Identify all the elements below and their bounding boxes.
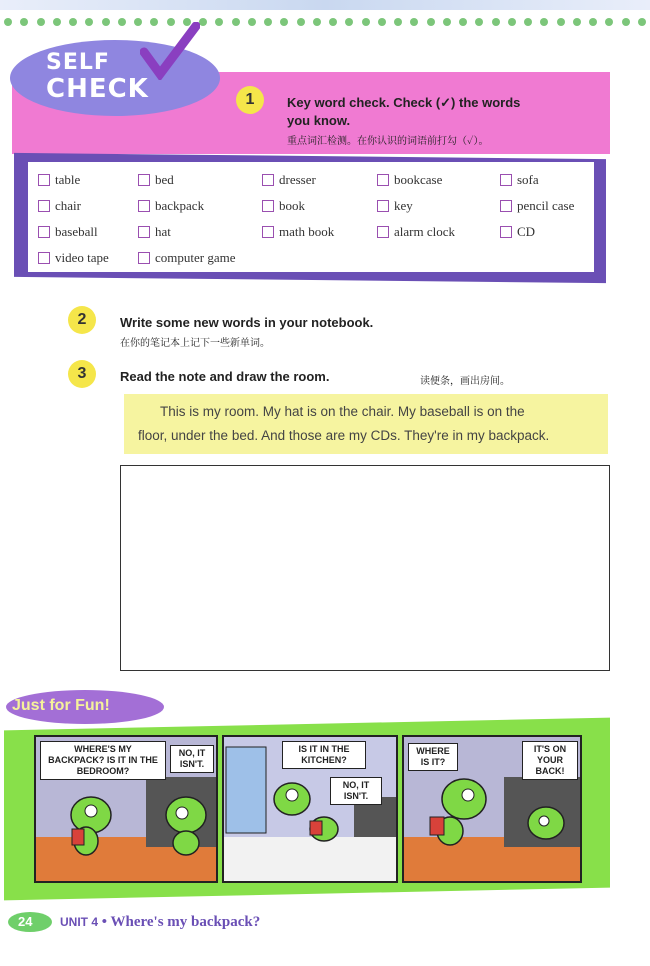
border-dot <box>232 18 240 26</box>
word-label: computer game <box>155 250 236 265</box>
border-dot <box>427 18 435 26</box>
border-dot <box>118 18 126 26</box>
border-dot <box>102 18 110 26</box>
border-dot <box>443 18 451 26</box>
word-item[interactable] <box>500 198 574 214</box>
speech-bubble: NO, IT ISN'T. <box>330 777 382 805</box>
self-check-title <box>46 52 149 102</box>
question-2-subtitle: 在你的笔记本上记下一些新单词。 <box>120 338 270 349</box>
word-label: video tape <box>55 250 109 265</box>
word-item[interactable] <box>262 224 334 240</box>
comic-panel-1 <box>34 735 218 883</box>
question-2-number: 2 <box>68 306 96 334</box>
question-3-subtitle: 读便条，画出房间。 <box>420 376 510 387</box>
border-dot <box>264 18 272 26</box>
dotted-border <box>0 18 650 32</box>
self-label: SELF <box>46 50 110 75</box>
border-dot <box>638 18 646 26</box>
border-dot <box>573 18 581 26</box>
checkbox[interactable] <box>377 200 389 212</box>
checkbox[interactable] <box>500 200 512 212</box>
checkmark-icon <box>140 22 200 80</box>
checkbox[interactable] <box>262 200 274 212</box>
word-item[interactable] <box>138 250 236 266</box>
border-dot <box>622 18 630 26</box>
border-dot <box>459 18 467 26</box>
border-dot <box>557 18 565 26</box>
note-line-2: floor, under the bed. And those are my CDs. They're in my backpack. <box>138 428 550 443</box>
question-3-number: 3 <box>68 360 96 388</box>
word-item[interactable] <box>38 172 80 188</box>
comic-panel-3 <box>402 735 582 883</box>
word-item[interactable] <box>38 250 109 266</box>
border-dot <box>215 18 223 26</box>
word-item[interactable] <box>377 172 442 188</box>
speech-bubble: NO, IT ISN'T. <box>170 745 214 773</box>
unit-title: • Where's my backpack? <box>101 914 261 930</box>
border-dot <box>508 18 516 26</box>
checkbox[interactable] <box>38 252 50 264</box>
border-dot <box>378 18 386 26</box>
word-label: hat <box>155 224 171 239</box>
word-item[interactable] <box>138 172 174 188</box>
word-item[interactable] <box>500 172 539 188</box>
checkbox[interactable] <box>38 174 50 186</box>
checkbox[interactable] <box>38 226 50 238</box>
note-line-1: This is my room. My hat is on the chair. My baseball is on the <box>160 404 525 419</box>
word-item[interactable] <box>38 224 98 240</box>
border-dot <box>297 18 305 26</box>
word-item[interactable] <box>262 172 316 188</box>
border-dot <box>589 18 597 26</box>
word-item[interactable] <box>138 198 204 214</box>
word-label: key <box>394 198 413 213</box>
question-1-subtitle: 重点词汇检测。在你认识的词语前打勾（✓）。 <box>287 136 489 147</box>
checkbox[interactable] <box>262 226 274 238</box>
border-dot <box>540 18 548 26</box>
unit-label: UNIT 4 <box>60 915 99 929</box>
checkbox[interactable] <box>500 174 512 186</box>
check-label: CHECK <box>46 74 149 104</box>
speech-bubble: WHERE IS IT? <box>408 743 458 771</box>
question-1-title-line1: Key word check. Check (✓) the words <box>287 95 521 110</box>
word-label: chair <box>55 198 81 213</box>
border-dot <box>4 18 12 26</box>
word-label: dresser <box>279 172 316 187</box>
word-item[interactable] <box>377 198 413 214</box>
word-label: bookcase <box>394 172 443 187</box>
border-dot <box>345 18 353 26</box>
question-1-title-line2: you know. <box>287 113 351 128</box>
word-item[interactable] <box>377 224 455 240</box>
border-dot <box>280 18 288 26</box>
comic-panel-2 <box>222 735 398 883</box>
page-number: 24 <box>18 914 33 929</box>
checkbox[interactable] <box>262 174 274 186</box>
border-dot <box>475 18 483 26</box>
speech-bubble: IS IT IN THE KITCHEN? <box>282 741 366 769</box>
word-label: sofa <box>517 172 539 187</box>
border-dot <box>362 18 370 26</box>
word-label: book <box>279 198 305 213</box>
border-dot <box>37 18 45 26</box>
border-dot <box>313 18 321 26</box>
border-dot <box>605 18 613 26</box>
speech-bubble: WHERE'S MY BACKPACK? IS IT IN THE BEDROOM? <box>40 741 166 780</box>
word-label: baseball <box>55 224 98 239</box>
border-dot <box>20 18 28 26</box>
word-item[interactable] <box>262 198 305 214</box>
word-label: alarm clock <box>394 224 455 239</box>
just-for-fun-title: Just for Fun! <box>12 697 110 714</box>
border-dot <box>492 18 500 26</box>
checkbox[interactable] <box>138 174 150 186</box>
border-dot <box>69 18 77 26</box>
checkbox[interactable] <box>138 252 150 264</box>
question-1-number: 1 <box>236 86 264 114</box>
word-label: CD <box>517 224 536 239</box>
word-item[interactable] <box>138 224 171 240</box>
checkbox[interactable] <box>500 226 512 238</box>
border-dot <box>329 18 337 26</box>
checkbox[interactable] <box>38 200 50 212</box>
speech-bubble: IT'S ON YOUR BACK! <box>522 741 578 780</box>
question-3-title: Read the note and draw the room. <box>120 369 330 384</box>
word-label: pencil case <box>517 198 575 213</box>
word-label: table <box>55 172 81 187</box>
drawing-area[interactable] <box>120 465 610 671</box>
word-label: backpack <box>155 198 205 213</box>
top-stripe <box>0 0 650 10</box>
unit-footer <box>60 914 260 931</box>
word-item[interactable] <box>38 198 81 214</box>
border-dot <box>85 18 93 26</box>
checkbox[interactable] <box>377 226 389 238</box>
border-dot <box>199 18 207 26</box>
checkbox[interactable] <box>377 174 389 186</box>
word-label: bed <box>155 172 174 187</box>
border-dot <box>410 18 418 26</box>
border-dot <box>53 18 61 26</box>
word-label: math book <box>279 224 335 239</box>
checkbox[interactable] <box>138 226 150 238</box>
border-dot <box>524 18 532 26</box>
border-dot <box>248 18 256 26</box>
room-note <box>124 394 608 454</box>
border-dot <box>394 18 402 26</box>
checkbox[interactable] <box>138 200 150 212</box>
word-item[interactable] <box>500 224 535 240</box>
question-2-title: Write some new words in your notebook. <box>120 315 374 330</box>
